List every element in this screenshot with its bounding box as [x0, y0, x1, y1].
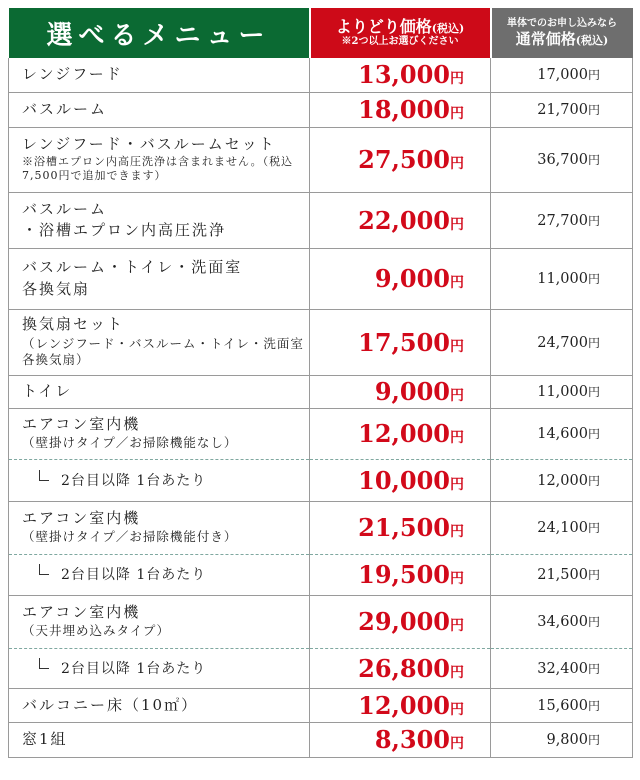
regular-price: [491, 648, 633, 688]
select-price-value: 18,000: [358, 95, 450, 124]
regular-price-value: 24,100: [537, 520, 588, 536]
item-sub: （レンジフード・バスルーム・トイレ・洗面室 各換気扇）: [22, 335, 304, 368]
regular-price: [491, 309, 633, 375]
item-sub: 各換気扇: [22, 279, 91, 298]
item-name: [9, 92, 310, 127]
menu-title: 選べるメニュー: [9, 8, 310, 58]
regular-price-value: 15,600: [537, 697, 588, 714]
select-price: [310, 248, 491, 309]
yen-unit: 円: [450, 524, 464, 540]
table-row: [9, 688, 633, 722]
select-price-value: 12,000: [358, 690, 450, 720]
regular-price-value: 34,600: [537, 614, 588, 630]
yen-unit: 円: [450, 388, 464, 404]
regular-price-value: 11,000: [537, 271, 588, 287]
regular-price: [491, 92, 633, 127]
item-name: [9, 595, 310, 648]
item-label: レンジフード・バスルームセット: [22, 134, 276, 153]
price-table: [8, 8, 633, 758]
item-label: トイレ: [22, 382, 73, 401]
item-label: バスルーム: [22, 199, 108, 218]
regular-price-header: [491, 8, 633, 58]
table-row: [9, 501, 633, 554]
yen-unit: 円: [450, 571, 464, 587]
regular-price: [491, 192, 633, 248]
select-price-value: 9,000: [374, 264, 450, 293]
select-price-note: ※2つ以上お選びください: [341, 36, 459, 48]
select-price-header: [310, 8, 491, 58]
corner-bracket-icon: [39, 658, 49, 669]
yen-unit: 円: [450, 476, 464, 493]
yen-unit: 円: [587, 473, 600, 488]
item-sub: （壁掛けタイプ／お掃除機能なし）: [22, 435, 238, 451]
item-name: [9, 501, 310, 554]
regular-price-value: 9,800: [546, 732, 588, 748]
select-price: [310, 554, 491, 595]
select-price-value: 9,000: [374, 377, 450, 406]
yen-unit: 円: [587, 521, 600, 535]
select-price: [310, 688, 491, 722]
item-label: バスルーム: [22, 100, 108, 119]
item-label: バルコニー床（10㎡）: [22, 695, 199, 714]
regular-price-tax: (税込): [575, 34, 609, 47]
select-price: [310, 192, 491, 248]
item-name: [9, 192, 310, 248]
regular-price: [491, 248, 633, 309]
regular-price-value: 12,000: [537, 472, 588, 489]
item-label: エアコン室内機: [22, 602, 141, 621]
regular-price-value: 21,500: [537, 567, 588, 583]
select-price-value: 26,800: [358, 653, 450, 683]
item-name: [9, 459, 310, 501]
table-header: [9, 8, 633, 58]
regular-price-note: 単体でのお申し込みなら: [507, 18, 617, 29]
yen-unit: 円: [587, 615, 600, 629]
item-name: [9, 58, 310, 92]
table-row: [9, 248, 633, 309]
yen-unit: 円: [587, 661, 600, 676]
item-name: [9, 648, 310, 688]
select-price: [310, 501, 491, 554]
yen-unit: 円: [587, 68, 600, 83]
yen-unit: 円: [450, 106, 464, 122]
select-price: [310, 459, 491, 501]
table-row: [9, 92, 633, 127]
item-name: [9, 554, 310, 595]
table-row: [9, 58, 633, 92]
yen-unit: 円: [450, 701, 464, 718]
item-name: [9, 688, 310, 722]
regular-price-value: 14,600: [537, 426, 588, 442]
regular-price: [491, 58, 633, 92]
select-price: [310, 648, 491, 688]
regular-price: [491, 595, 633, 648]
item-label: 2台目以降 1台あたり: [61, 660, 207, 677]
yen-unit: 円: [587, 272, 600, 286]
item-label: バスルーム・トイレ・洗面室: [22, 258, 243, 276]
yen-unit: 円: [450, 71, 464, 88]
select-price-value: 10,000: [358, 465, 450, 495]
select-price-value: 13,000: [358, 60, 450, 90]
item-sub: ・浴槽エプロン内高圧洗浄: [22, 221, 227, 240]
item-name: [9, 375, 310, 408]
item-label: 2台目以降 1台あたり: [61, 472, 207, 489]
price-list: [8, 8, 632, 758]
select-price: [310, 722, 491, 757]
table-row: [9, 722, 633, 757]
yen-unit: 円: [450, 338, 464, 355]
select-price-value: 12,000: [358, 419, 450, 448]
select-price-value: 19,500: [358, 560, 450, 589]
corner-bracket-icon: [39, 470, 49, 481]
yen-unit: 円: [587, 385, 600, 399]
yen-unit: 円: [587, 153, 600, 167]
yen-unit: 円: [450, 275, 464, 291]
table-row: [9, 408, 633, 459]
regular-price-title: 通常価格: [515, 30, 576, 48]
regular-price: [491, 375, 633, 408]
yen-unit: 円: [587, 427, 600, 441]
item-label: 2台目以降 1台あたり: [61, 567, 207, 584]
regular-price: [491, 722, 633, 757]
yen-unit: 円: [587, 335, 600, 350]
select-price: [310, 408, 491, 459]
item-name: [9, 722, 310, 757]
regular-price: [491, 688, 633, 722]
regular-price: [491, 554, 633, 595]
select-price: [310, 309, 491, 375]
select-price-title: よりどり価格: [335, 17, 432, 37]
item-note: ※浴槽エプロン内高圧洗浄は含まれません。（税込7,500円で追加できます）: [22, 154, 294, 183]
table-row: [9, 595, 633, 648]
table-row: [9, 309, 633, 375]
table-row: [9, 554, 633, 595]
regular-price-value: 32,400: [537, 660, 588, 677]
select-price-value: 29,000: [358, 607, 450, 636]
table-row: [9, 127, 633, 192]
corner-bracket-icon: [39, 564, 49, 575]
yen-unit: 円: [450, 618, 464, 634]
item-label: エアコン室内機: [22, 414, 141, 433]
regular-price-value: 27,700: [537, 212, 588, 229]
regular-price: [491, 501, 633, 554]
select-price: [310, 58, 491, 92]
select-price-value: 21,500: [358, 513, 450, 542]
regular-price-value: 11,000: [537, 384, 588, 400]
yen-unit: 円: [587, 213, 600, 228]
regular-price-value: 21,700: [537, 102, 588, 118]
select-price-value: 22,000: [358, 205, 450, 235]
regular-price: [491, 127, 633, 192]
yen-unit: 円: [450, 736, 464, 752]
table-row: [9, 192, 633, 248]
item-label: レンジフード: [22, 65, 123, 84]
select-price-value: 17,500: [358, 327, 450, 357]
table-row: [9, 648, 633, 688]
select-price: [310, 595, 491, 648]
regular-price: [491, 459, 633, 501]
yen-unit: 円: [450, 156, 464, 172]
item-name: [9, 309, 310, 375]
item-label: 換気扇セット: [22, 314, 125, 333]
item-name: [9, 408, 310, 459]
yen-unit: 円: [587, 568, 600, 582]
yen-unit: 円: [587, 733, 600, 747]
select-price: [310, 127, 491, 192]
item-name: [9, 248, 310, 309]
item-label: エアコン室内機: [22, 508, 141, 527]
regular-price-value: 17,000: [537, 67, 588, 84]
select-price: [310, 375, 491, 408]
select-price-tax: (税込): [431, 22, 465, 36]
select-price: [310, 92, 491, 127]
regular-price-value: 24,700: [537, 334, 588, 351]
item-name: [9, 127, 310, 192]
yen-unit: 円: [450, 216, 464, 233]
yen-unit: 円: [450, 430, 464, 446]
select-price-value: 8,300: [374, 725, 450, 754]
table-row: [9, 459, 633, 501]
table-row: [9, 375, 633, 408]
regular-price: [491, 408, 633, 459]
item-sub: （壁掛けタイプ／お掃除機能付き）: [22, 529, 238, 545]
item-label: 窓1組: [22, 730, 68, 749]
select-price-value: 27,500: [358, 145, 450, 174]
regular-price-value: 36,700: [537, 152, 588, 168]
yen-unit: 円: [587, 103, 600, 117]
item-sub: （天井埋め込みタイプ）: [22, 623, 171, 639]
yen-unit: 円: [587, 698, 600, 713]
yen-unit: 円: [450, 664, 464, 681]
